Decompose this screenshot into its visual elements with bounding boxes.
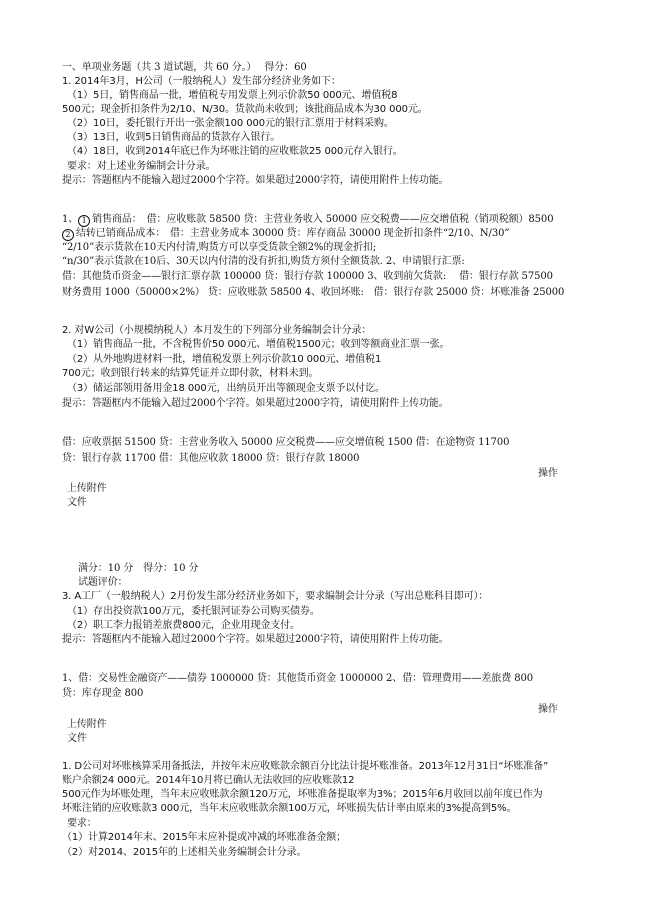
q4-item-1: （1）计算2014年末、2015年末应补提或冲减的坏账准备金额；	[62, 832, 347, 843]
q3-item-2: （2）职工李力报销差旅费800元，企业用现金支付。	[67, 620, 300, 631]
a2-line-2: 贷：银行存款 11700 借：其他应收款 18000 贷：银行存款 18000	[62, 453, 360, 464]
q1-item-1b: 500元；现金折扣条件为2/10、N/30。货款尚未收到；该批商品成本为30 000元。	[62, 104, 428, 115]
a1-prefix: 1、	[62, 214, 79, 225]
q1-requirement: 要求：对上述业务编制会计分录。	[67, 161, 216, 172]
upload-file-label-1: 文件	[67, 497, 87, 508]
q4-requirement: 要求：	[67, 818, 97, 829]
a1-line-1	[62, 213, 553, 227]
q2-item-1: （1）销售商品一批，不含税售价50 000元、增值税1500元；收到等额商业汇票一张。	[67, 339, 450, 350]
q4-line-1: 1. D公司对坏账核算采用备抵法，并按年末应收账款余额百分比法计提坏账准备。2013年12月31日“坏账准备”	[62, 761, 549, 772]
operation-label-1: 操作	[538, 468, 558, 479]
q1-item-2: （2）10日，委托银行开出一张金额100 000元的银行汇票用于材料采购。	[67, 118, 394, 129]
a1-line-6: 财务费用 1000（50000×2%） 贷：应收账款 58500 4、收回坏账: 借：银行存款 25000 贷：坏账准备 25000	[62, 287, 565, 298]
question-evaluation-label: 试题评价：	[78, 577, 128, 588]
a2-line-1: 借：应收票据 51500 贷：主营业务收入 50000 应交税费——应交增值税 1500 借：在途物资 11700	[62, 437, 510, 448]
circled-number-2: 2	[62, 229, 74, 241]
q3-title: 3. A工厂（一般纳税人）2月份发生部分经济业务如下，要求编制会计分录（写出总账科目即可）：	[62, 591, 489, 602]
q2-title: 2. 对W公司（小规模纳税人）本月发生的下列部分业务编制会计分录：	[62, 325, 372, 336]
q2-hint: 提示：答题框内不能输入超过2000个字符。如果超过2000字符，请使用附件上传功能。	[62, 398, 449, 409]
q2-item-2b: 700元；收到银行转来的结算凭证并立即付款，材料未到。	[62, 368, 319, 379]
a1-line-3: “2/10”表示货款在10天内付清,购货方可以享受货款全额2%的现金折扣;	[62, 242, 377, 253]
q1-title: 1. 2014年3月，H公司（一般纳税人）发生部分经济业务如下：	[62, 76, 341, 87]
a3-line-1: 1、借：交易性金融资产——债券 1000000 贷：其他货币资金 1000000 2、借：管理费用——差旅费 800	[62, 673, 533, 684]
section-header: 一、单项业务题（共 3 道试题，共 60 分。） 得分：60	[62, 62, 307, 73]
q2-item-2a: （2）从外地购进材料一批，增值税发票上列示价款10 000元、增值税1	[67, 354, 382, 365]
operation-label-2: 操作	[538, 704, 558, 715]
score-line: 满分：10 分 得分：10 分	[78, 563, 199, 574]
q3-item-1: （1）存出投资款100万元，委托银河证券公司购买债券。	[67, 606, 320, 617]
upload-attachment-link-2[interactable]: 上传附件	[67, 719, 107, 730]
q1-item-4: （4）18日，收到2014年底已作为坏账注销的应收账款25 000元存入银行。	[67, 146, 403, 157]
q1-item-1a: （1）5日，销售商品一批，增值税专用发票上列示价款50 000元、增值税8	[67, 90, 398, 101]
q1-hint: 提示：答题框内不能输入超过2000个字符。如果超过2000字符，请使用附件上传功能。	[62, 175, 449, 186]
a1-line-4: “n/30”表示货款在10后、30天以内付清的没有折扣,购货方须付全额货款. 2、申请银行汇票:	[62, 256, 465, 267]
q4-line-3: 500元作为坏账处理，当年末应收账款余额120万元，坏账准备提取率为3%；2015年6月收回以前年度已作为	[62, 789, 543, 800]
q1-item-3: （3）13日，收到5日销售商品的货款存入银行。	[67, 132, 281, 143]
upload-file-label-2: 文件	[67, 733, 87, 744]
q4-item-2: （2）对2014、2015年的上述相关业务编制会计分录。	[62, 847, 307, 858]
a3-line-2: 贷：库存现金 800	[62, 688, 144, 699]
upload-attachment-link-1[interactable]: 上传附件	[67, 483, 107, 494]
circled-number-1: 1	[78, 215, 90, 227]
q4-line-4: 坏账注销的应收账款3 000元，当年末应收账款余额100万元，坏账损失估计率由原来的3%提高到5%。	[62, 803, 517, 814]
a1-line-2	[62, 227, 509, 241]
a1-line-5: 借：其他货币资金——银行汇票存款 100000 贷：银行存款 100000 3、收到前欠货款: 借：银行存款 57500	[62, 271, 553, 282]
q3-hint: 提示：答题框内不能输入超过2000个字符。如果超过2000字符，请使用附件上传功能。	[62, 634, 449, 645]
a1-line-1-text: 销售商品： 借：应收账款 58500 贷：主营业务收入 50000 应交税费——应交增值税（销项税额）8500	[92, 214, 554, 225]
a1-line-2-text: 结转已销商品成本： 借：主营业务成本 30000 贷：库存商品 30000 现金折扣条件“2/10、N/30”	[76, 228, 510, 239]
q2-item-3: （3）储运部领用备用金18 000元，出纳员开出等额现金支票予以付讫。	[67, 383, 385, 394]
q4-line-2: 账户余额24 000元。2014年10月将已确认无法收回的应收账款12	[62, 775, 355, 786]
